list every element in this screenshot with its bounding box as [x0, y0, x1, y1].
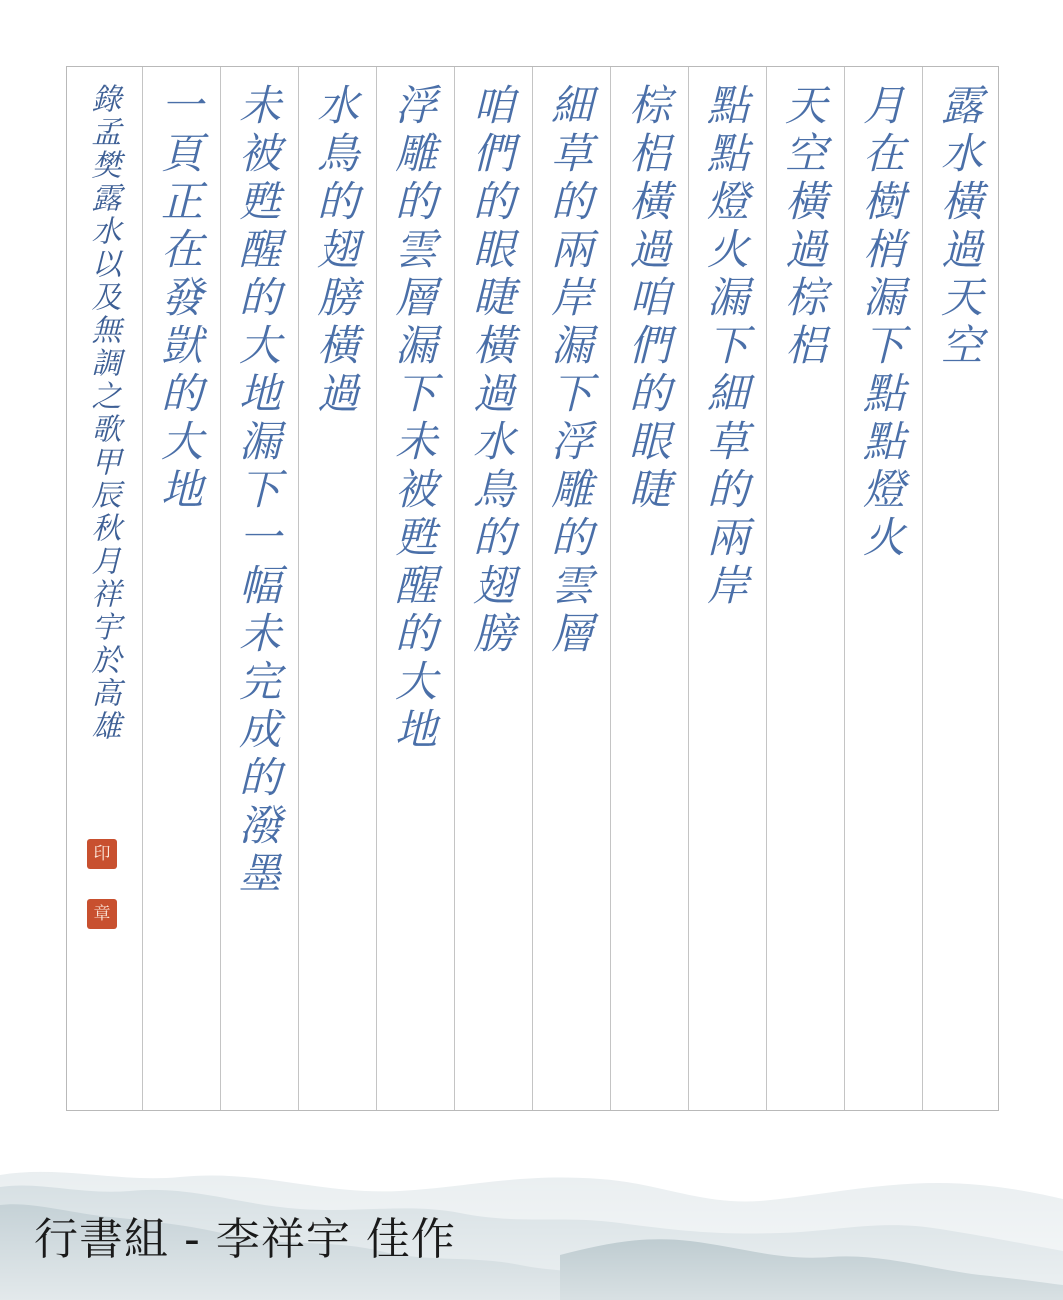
poem-column — [686, 67, 764, 1110]
inscription-column — [65, 67, 140, 1110]
poem-line: 棕梠橫過咱們的眼睫 — [623, 83, 672, 515]
poem-column — [218, 67, 296, 1110]
poem-column — [764, 67, 842, 1110]
poem-column — [842, 67, 920, 1110]
poem-line: 天空橫過棕梠 — [779, 83, 828, 371]
poem-column — [608, 67, 686, 1110]
poem-column — [140, 67, 218, 1110]
seal-stamp: 印 — [87, 839, 117, 869]
poem-line: 月在樹梢漏下點點燈火 — [857, 83, 906, 563]
poem-column — [920, 67, 998, 1110]
poem-column — [296, 67, 374, 1110]
poem-column — [374, 67, 452, 1110]
poem-line: 水鳥的翅膀橫過 — [311, 83, 360, 419]
poem-line: 露水橫過天空 — [935, 83, 984, 371]
inscription: 錄孟樊露水以及無調之歌甲辰秋月祥宇於高雄 — [85, 83, 121, 743]
poem-line: 浮雕的雲層漏下未被甦醒的大地 — [389, 83, 438, 755]
calligraphy-sheet — [66, 66, 999, 1111]
poem-line: 咱們的眼睫橫過水鳥的翅膀 — [467, 83, 516, 659]
poem-line: 點點燈火漏下細草的兩岸 — [701, 83, 750, 611]
award-caption: 行書組 - 李祥宇 佳作 — [34, 1214, 456, 1265]
poem-line: 未被甦醒的大地漏下一幅未完成的潑墨 — [233, 83, 282, 899]
seal-stamp: 章 — [87, 899, 117, 929]
poem-line: 一頁正在發獃的大地 — [155, 83, 204, 515]
poem-line: 細草的兩岸漏下浮雕的雲層 — [545, 83, 594, 659]
poem-column — [452, 67, 530, 1110]
poem-column — [530, 67, 608, 1110]
